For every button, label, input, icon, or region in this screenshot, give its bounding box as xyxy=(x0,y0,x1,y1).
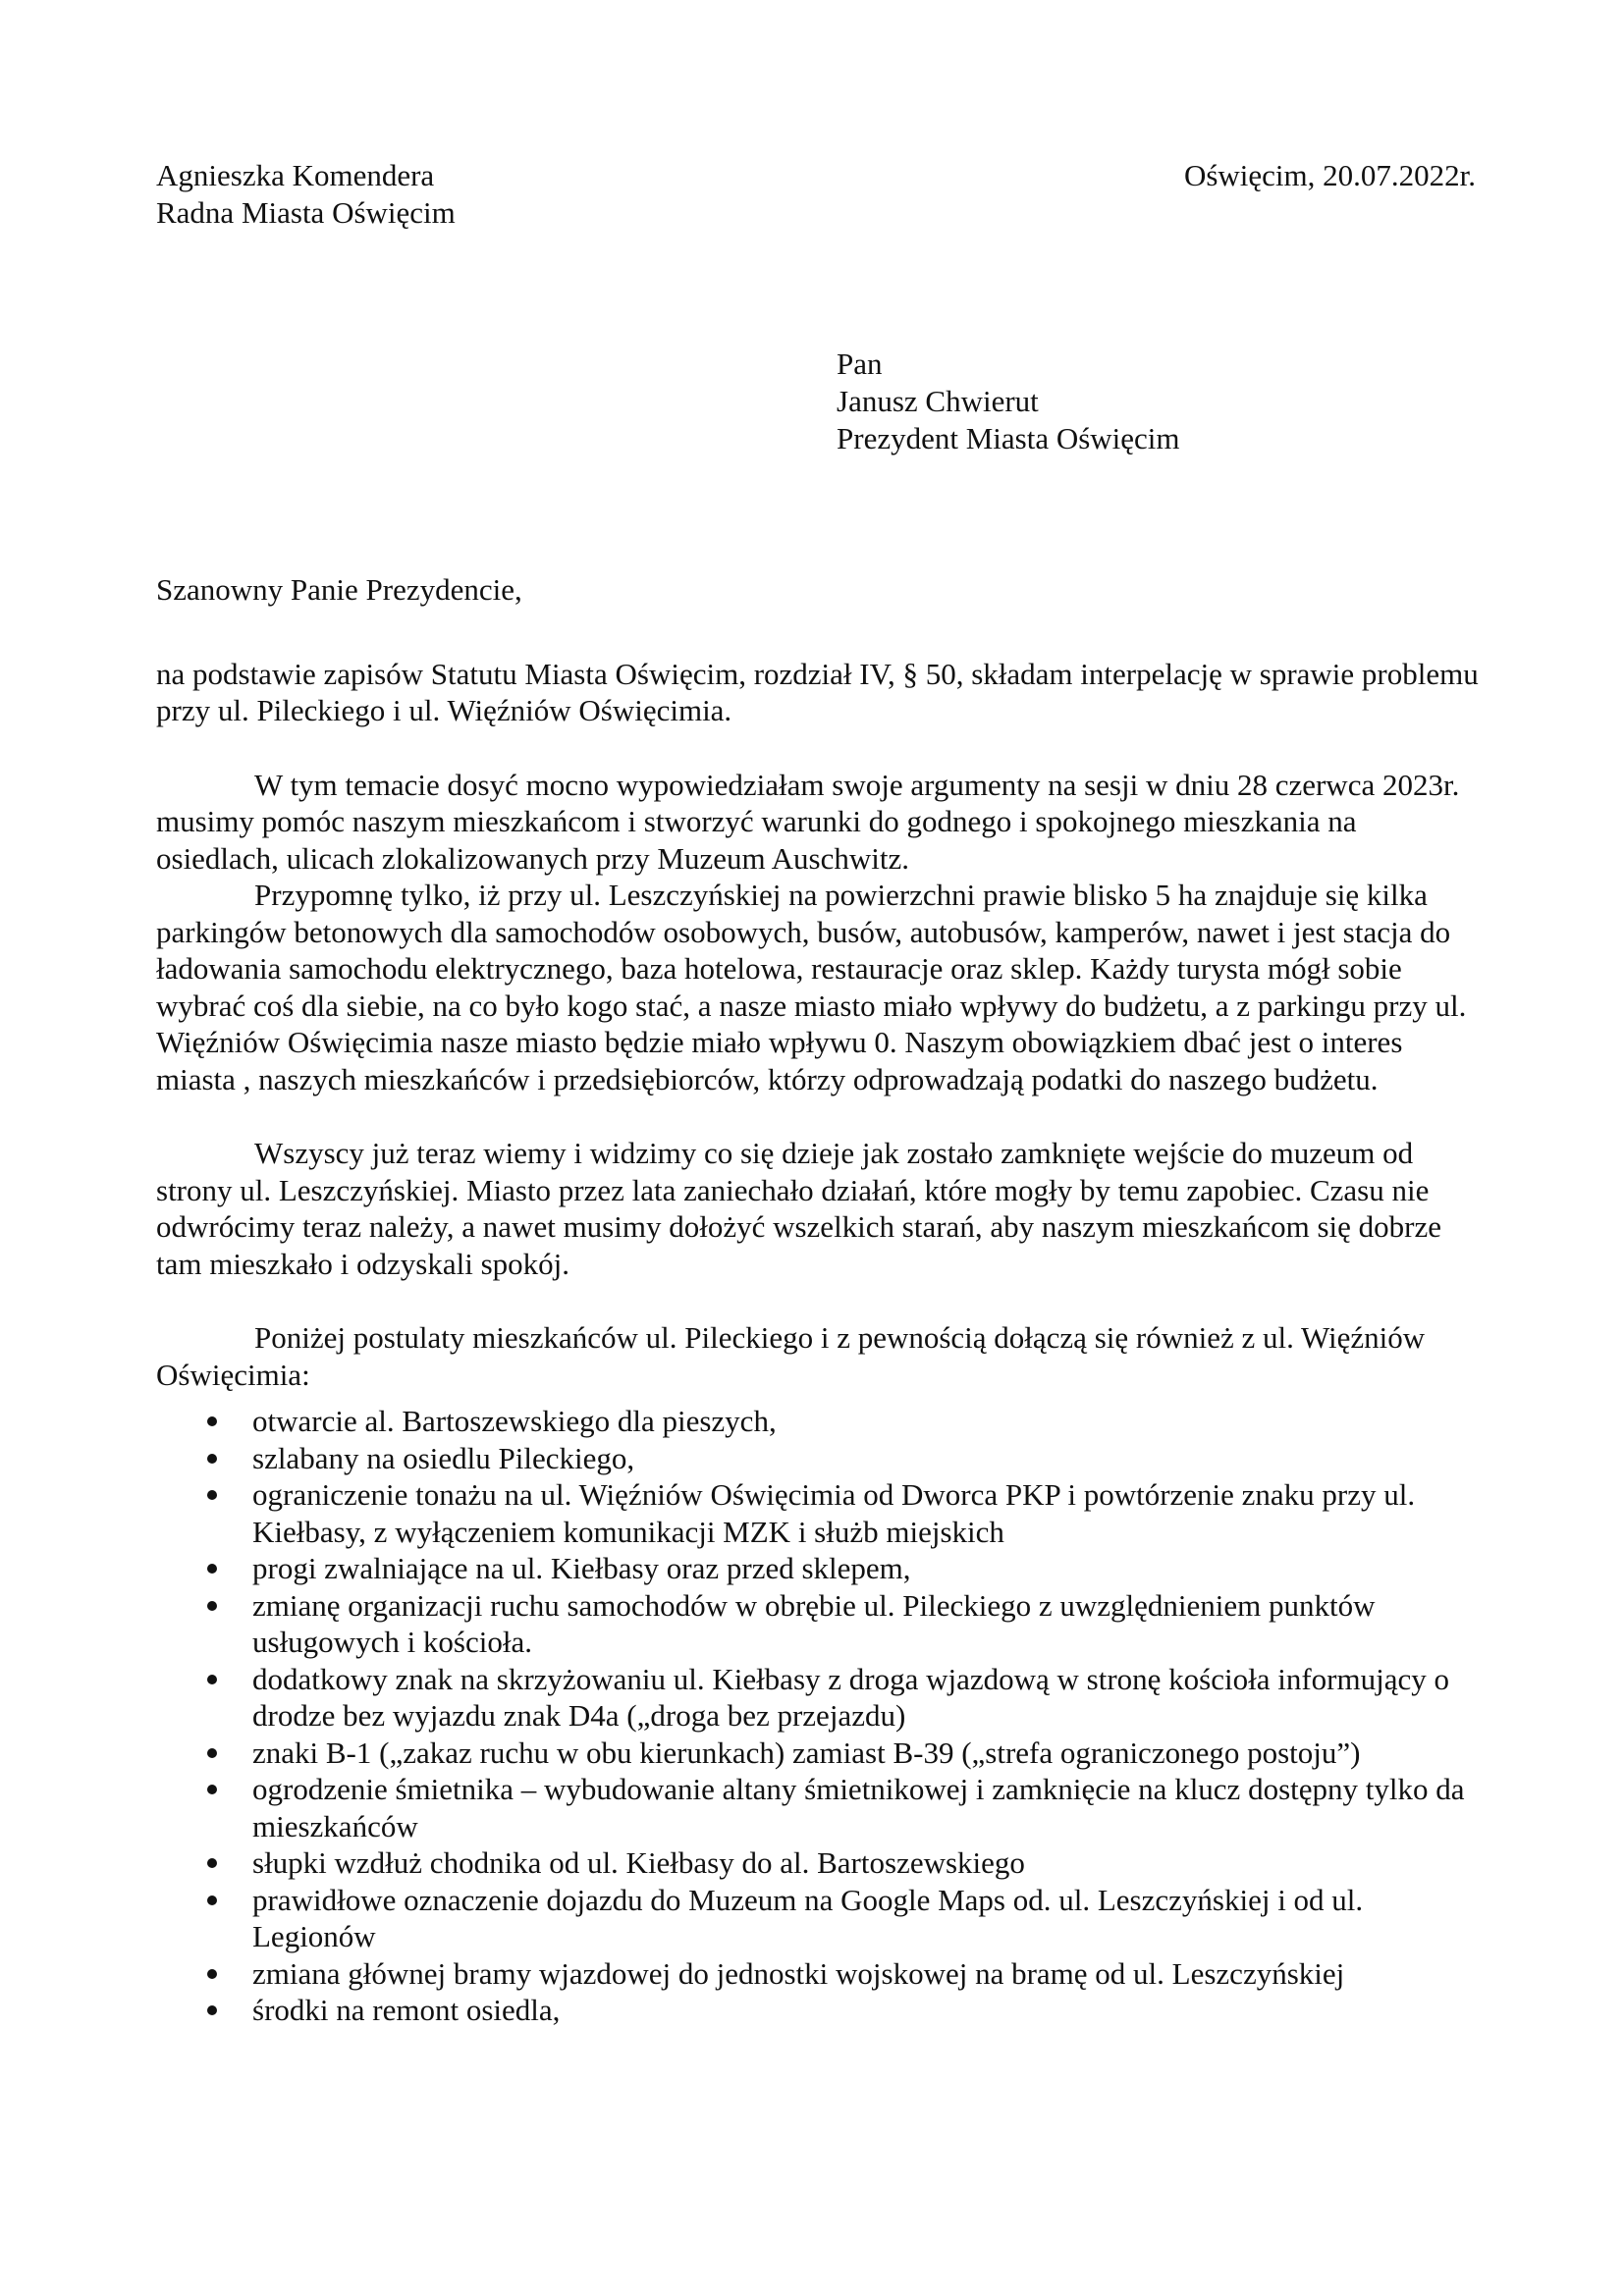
list-item: zmiana głównej bramy wjazdowej do jednostki wojskowej na bramę od ul. Leszczyńskiej xyxy=(156,1955,1482,1993)
sender-name: Agnieszka Komendera xyxy=(156,158,435,192)
list-item: zmianę organizacji ruchu samochodów w obrębie ul. Pileckiego z uwzględnieniem punktów usługowych i kościoła. xyxy=(156,1587,1482,1661)
bullet-icon xyxy=(207,1454,217,1464)
list-item: progi zwalniające na ul. Kiełbasy oraz przed sklepem, xyxy=(156,1550,1482,1587)
intro-paragraph: na podstawie zapisów Statutu Miasta Oświęcim, rozdział IV, § 50, składam interpelację w sprawie problemu przy ul. Pileckiego i ul. Więźniów Oświęcimia. xyxy=(156,656,1479,727)
bullet-icon xyxy=(207,1675,217,1684)
list-item: prawidłowe oznaczenie dojazdu do Muzeum na Google Maps od. ul. Leszczyńskiej i od ul. Legionów xyxy=(156,1882,1482,1955)
paragraph-2: Przypomnę tylko, iż przy ul. Leszczyńskiej na powierzchni prawie blisko 5 ha znajduje się kilka parkingów betonowych dla samochodów osobowych, busów, autobusów, kamperów, nawet i jest stacja do ładowania samochodu elektrycznego, baza hotelowa, restauracje oraz sklep. Każdy turysta mógł sobie wybrać coś dla siebie, na co było kogo stać, a nasze miasto miało wpływy do budżetu, a z parkingu przy ul. Więźniów Oświęcimia nasze miasto będzie miało wpływu 0. Naszym obowiązkiem dbać jest o interes miasta , naszych mieszkańców i przedsiębiorców, którzy odprowadzają podatki do naszego budżetu. xyxy=(156,878,1467,1096)
sender-title: Radna Miasta Oświęcim xyxy=(156,195,456,230)
list-item: otwarcie al. Bartoszewskiego dla pieszych, xyxy=(156,1403,1482,1440)
list-item: dodatkowy znak na skrzyżowaniu ul. Kiełbasy z droga wjazdową w stronę kościoła informujący o drodze bez wyjazdu znak D4a („droga bez przejazdu) xyxy=(156,1661,1482,1735)
bullet-icon xyxy=(207,1564,217,1574)
list-item: szlabany na osiedlu Pileckiego, xyxy=(156,1440,1482,1477)
bullet-icon xyxy=(207,1748,217,1758)
list-item: ograniczenie tonażu na ul. Więźniów Oświęcimia od Dworca PKP i powtórzenie znaku przy ul. Kiełbasy, z wyłączeniem komunikacji MZK i służb miejskich xyxy=(156,1476,1482,1550)
bullet-icon xyxy=(207,1785,217,1794)
letter-body xyxy=(156,571,1482,2029)
bullet-icon xyxy=(207,1601,217,1611)
bullet-icon xyxy=(207,1969,217,1979)
paragraph-4: Poniżej postulaty mieszkańców ul. Pileckiego i z pewnością dołączą się również z ul. Więźniów Oświęcimia: xyxy=(156,1320,1426,1392)
salutation: Szanowny Panie Prezydencie, xyxy=(156,572,522,607)
bullet-icon xyxy=(207,2005,217,2015)
recipient-line-1: Pan xyxy=(837,347,883,381)
bullet-icon xyxy=(207,1416,217,1426)
place-date: Oświęcim, 20.07.2022r. xyxy=(1183,158,1476,192)
bullet-icon xyxy=(207,1490,217,1500)
paragraph-1: W tym temacie dosyć mocno wypowiedziałam swoje argumenty na sesji w dniu 28 czerwca 2023r. musimy pomóc naszym mieszkańcom i stworzyć warunki do godnego i spokojnego mieszkania na osiedlach, ulicach zlokalizowanych przy Muzeum Auschwitz. xyxy=(156,767,1460,876)
postulates-list xyxy=(156,1403,1482,2029)
sender-block xyxy=(156,157,456,232)
recipient-block xyxy=(837,346,1180,457)
list-item: znaki B-1 („zakaz ruchu w obu kierunkach) zamiast B-39 („strefa ograniczonego postoju”) xyxy=(156,1735,1482,1772)
bullet-icon xyxy=(207,1896,217,1905)
recipient-line-2: Janusz Chwierut xyxy=(837,384,1039,418)
recipient-line-3: Prezydent Miasta Oświęcim xyxy=(837,421,1180,455)
bullet-icon xyxy=(207,1858,217,1868)
list-item: środki na remont osiedla, xyxy=(156,1992,1482,2029)
paragraph-3: Wszyscy już teraz wiemy i widzimy co się dzieje jak zostało zamknięte wejście do muzeum od strony ul. Leszczyńskiej. Miasto przez lata zaniechało działań, które mogły by temu zapobiec. Czasu nie odwrócimy teraz należy, a nawet musimy dołożyć wszelkich starań, aby naszym mieszkańcom się dobrze tam mieszkało i odzyskali spokój. xyxy=(156,1136,1441,1281)
list-item: słupki wzdłuż chodnika od ul. Kiełbasy do al. Bartoszewskiego xyxy=(156,1844,1482,1882)
list-item: ogrodzenie śmietnika – wybudowanie altany śmietnikowej i zamknięcie na klucz dostępny tylko da mieszkańców xyxy=(156,1771,1482,1844)
